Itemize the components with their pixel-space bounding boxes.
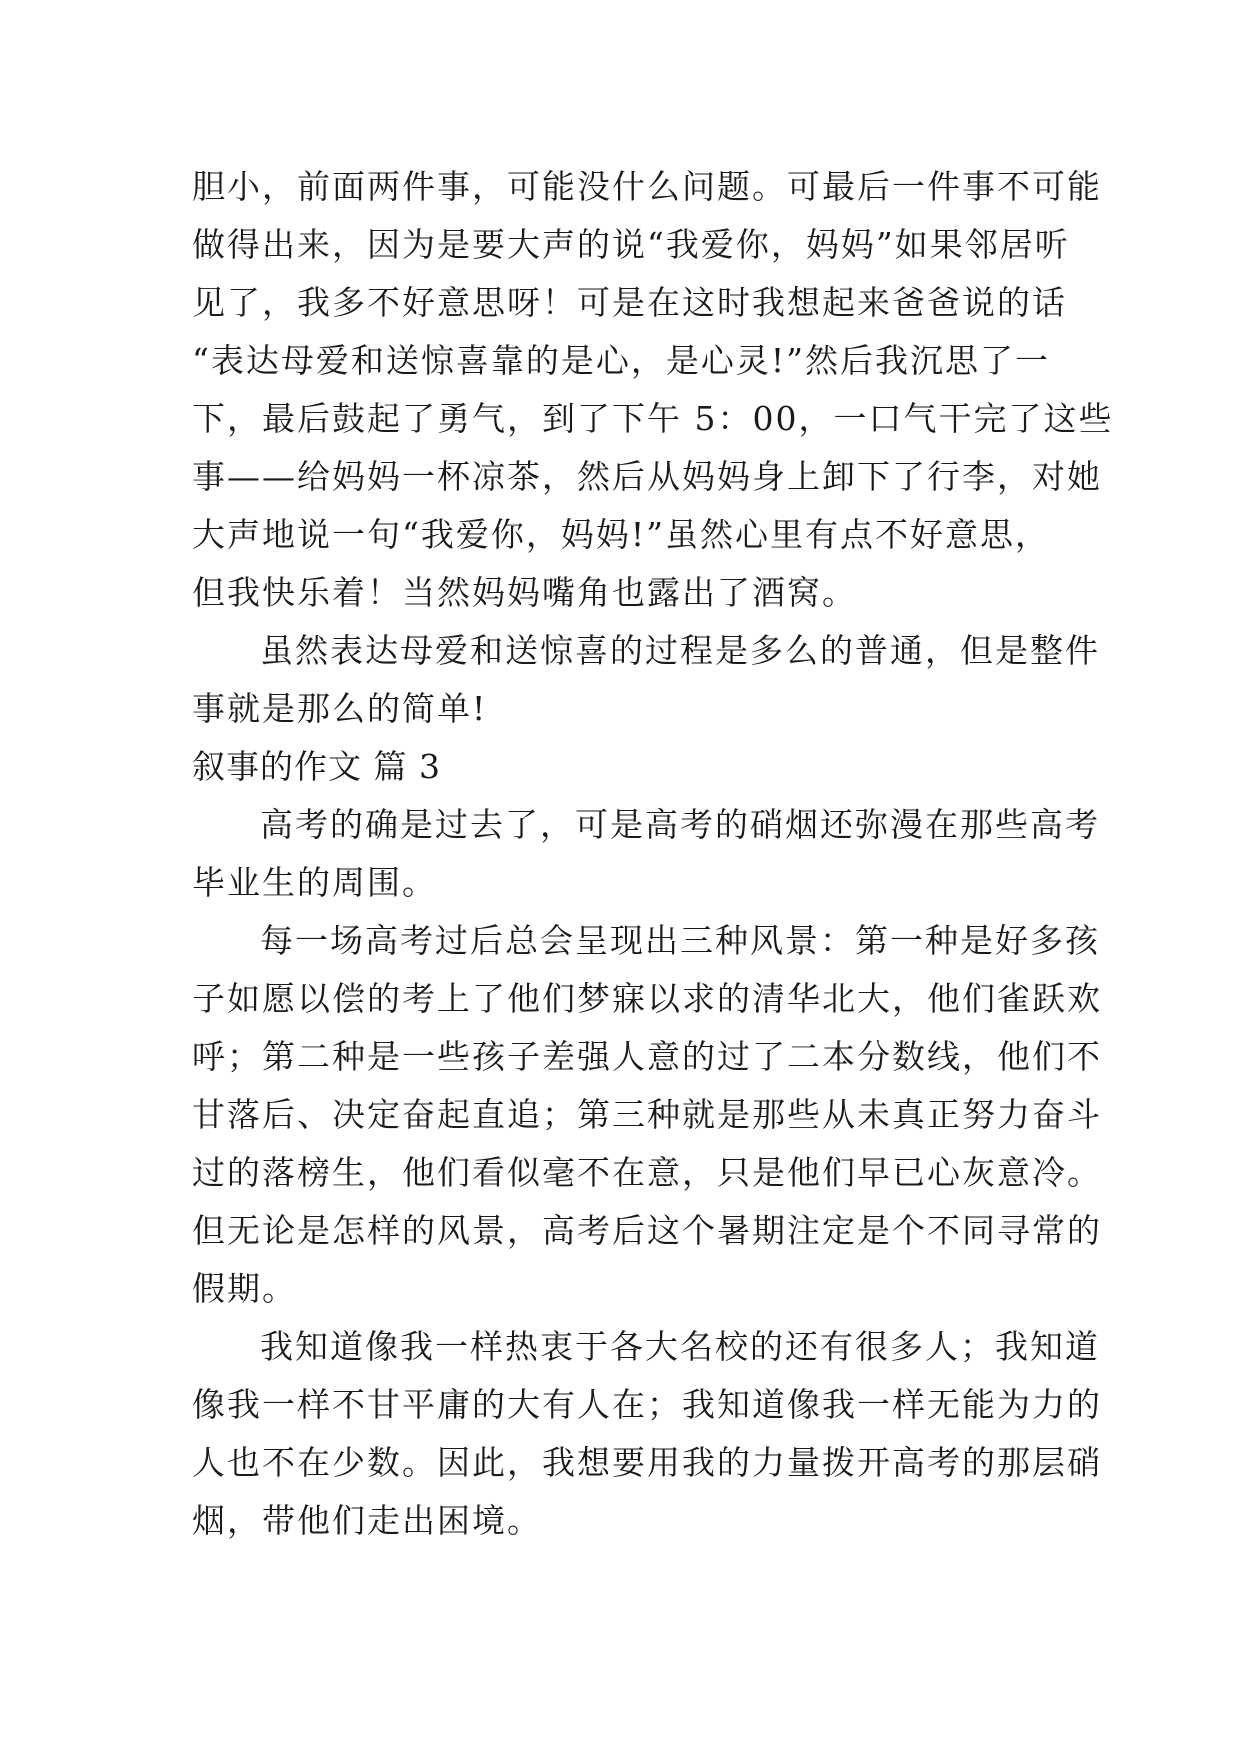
- text-line: 事就是那么的简单!: [192, 689, 488, 728]
- text-line: 子如愿以偿的考上了他们梦寐以求的清华北大，他们雀跃欢: [192, 979, 1102, 1018]
- text-line: 过的落榜生，他们看似毫不在意，只是他们早已心灰意冷。: [192, 1153, 1102, 1192]
- paragraph-start-line: 每一场高考过后总会呈现出三种风景：第一种是好多孩: [260, 921, 1100, 960]
- text-line: 甘落后、决定奋起直追；第三种就是那些从未真正努力奋斗: [192, 1095, 1102, 1134]
- text-line: 人也不在少数。因此，我想要用我的力量拨开高考的那层硝: [192, 1443, 1102, 1482]
- text-line: 但无论是怎样的风景，高考后这个暑期注定是个不同寻常的: [192, 1211, 1102, 1250]
- section-heading: 叙事的作文 篇 3: [192, 747, 441, 786]
- text-line: 像我一样不甘平庸的大有人在；我知道像我一样无能为力的: [192, 1385, 1102, 1424]
- text-line: 做得出来，因为是要大声的说“我爱你，妈妈”如果邻居听: [192, 225, 1070, 264]
- text-line: 假期。: [192, 1269, 297, 1308]
- paragraph-start-line: 虽然表达母爱和送惊喜的过程是多么的普通，但是整件: [260, 631, 1100, 670]
- text-line: “表达母爱和送惊喜靠的是心，是心灵!”然后我沉思了一: [192, 341, 1051, 380]
- paragraph-start-line: 我知道像我一样热衷于各大名校的还有很多人；我知道: [260, 1327, 1100, 1366]
- text-line: 但我快乐着！当然妈妈嘴角也露出了酒窝。: [192, 573, 857, 612]
- text-line: 下，最后鼓起了勇气，到了下午 5：00，一口气干完了这些: [192, 399, 1114, 438]
- text-line: 胆小，前面两件事，可能没什么问题。可最后一件事不可能: [192, 167, 1102, 206]
- text-line: 毕业生的周围。: [192, 863, 437, 902]
- text-line: 事——给妈妈一杯凉茶，然后从妈妈身上卸下了行李，对她: [192, 457, 1102, 496]
- paragraph-start-line: 高考的确是过去了，可是高考的硝烟还弥漫在那些高考: [260, 805, 1100, 844]
- essay-body: [192, 158, 1114, 1550]
- text-line: 呼；第二种是一些孩子差强人意的过了二本分数线，他们不: [192, 1037, 1102, 1076]
- text-line: 烟，带他们走出困境。: [192, 1501, 542, 1540]
- text-line: 见了，我多不好意思呀！可是在这时我想起来爸爸说的话: [192, 283, 1067, 322]
- text-line: 大声地说一句“我爱你，妈妈!”虽然心里有点不好意思，: [192, 515, 1051, 554]
